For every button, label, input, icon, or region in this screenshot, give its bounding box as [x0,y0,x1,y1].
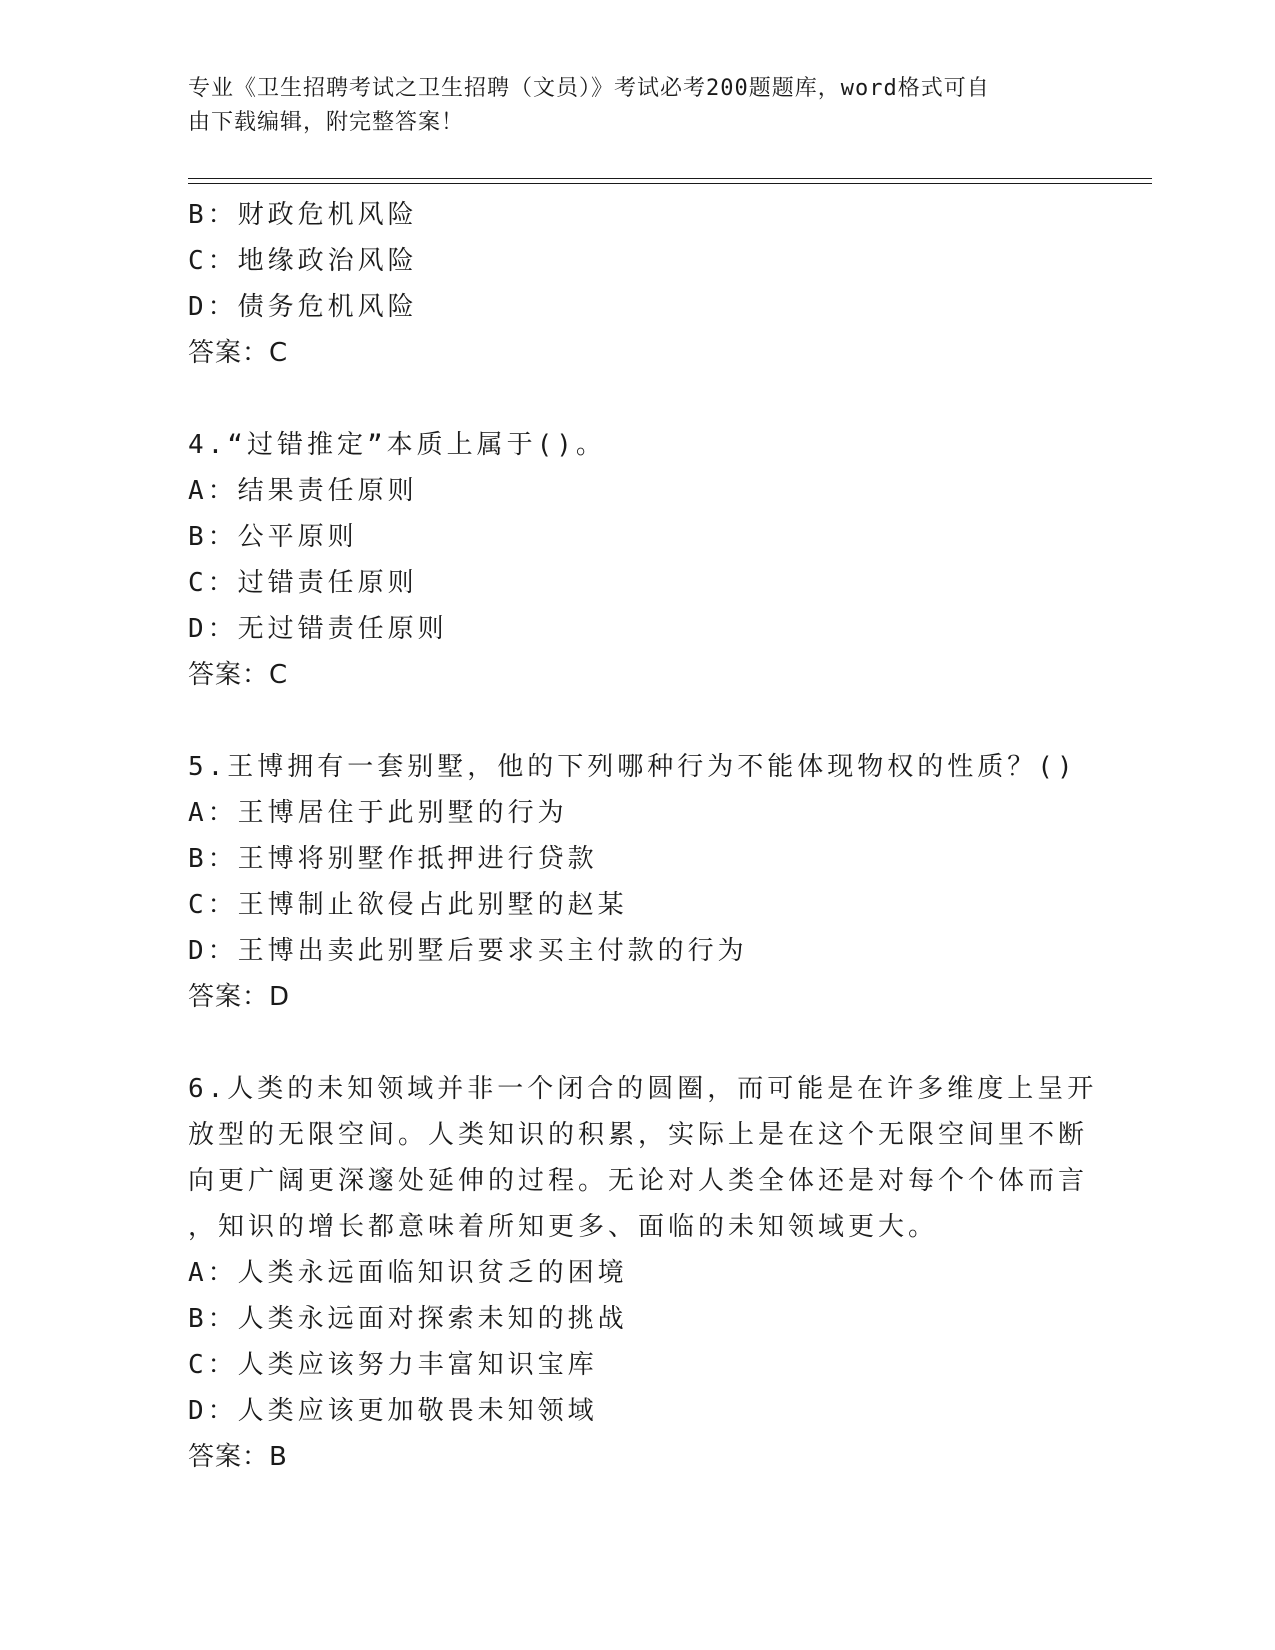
option-a: A：人类永远面临知识贫乏的困境 [188,1258,628,1288]
option-a: A：王博居住于此别墅的行为 [188,798,568,828]
question-6 [188,1066,1098,1480]
option-a: A：结果责任原则 [188,476,418,506]
question-stem-line: ，知识的增长都意味着所知更多、面临的未知领域更大。 [188,1212,939,1242]
question-stem-line: 向更广阔更深邃处延伸的过程。无论对人类全体还是对每个个体而言 [188,1166,1089,1196]
question-3-tail [188,192,1068,376]
option-d: D：王博出卖此别墅后要求买主付款的行为 [188,936,748,966]
option-d: D：债务危机风险 [188,292,418,322]
option-c: C：人类应该努力丰富知识宝库 [188,1350,598,1380]
header-divider-bottom [188,183,1152,184]
spacer [188,1020,1068,1066]
option-c: C：过错责任原则 [188,568,418,598]
answer: 答案：C [188,338,289,368]
header-divider-top [188,178,1152,179]
answer: 答案：B [188,1442,288,1472]
option-b: B：财政危机风险 [188,200,418,230]
document-header [188,72,1068,140]
header-line-2: 由下载编辑，附完整答案！ [188,110,465,135]
header-line-1: 专业《卫生招聘考试之卫生招聘（文员）》考试必考200题题库，word格式可自 [188,76,990,101]
spacer [188,376,1068,422]
option-b: B：人类永远面对探索未知的挑战 [188,1304,628,1334]
spacer [188,698,1068,744]
option-b: B：王博将别墅作抵押进行贷款 [188,844,598,874]
option-d: D：无过错责任原则 [188,614,448,644]
question-stem: 4.“过错推定”本质上属于()。 [188,430,606,460]
question-stem-line: 放型的无限空间。人类知识的积累，实际上是在这个无限空间里不断 [188,1120,1089,1150]
question-4 [188,422,1068,698]
option-c: C：王博制止欲侵占此别墅的赵某 [188,890,628,920]
question-list [188,192,1098,1480]
question-5 [188,744,1077,1020]
answer: 答案：D [188,982,291,1012]
question-stem: 5.王博拥有一套别墅，他的下列哪种行为不能体现物权的性质？() [188,752,1077,782]
option-b: B：公平原则 [188,522,358,552]
option-d: D：人类应该更加敬畏未知领域 [188,1396,598,1426]
option-c: C：地缘政治风险 [188,246,418,276]
question-stem-line: 6.人类的未知领域并非一个闭合的圆圈，而可能是在许多维度上呈开 [188,1074,1098,1104]
answer: 答案：C [188,660,289,690]
